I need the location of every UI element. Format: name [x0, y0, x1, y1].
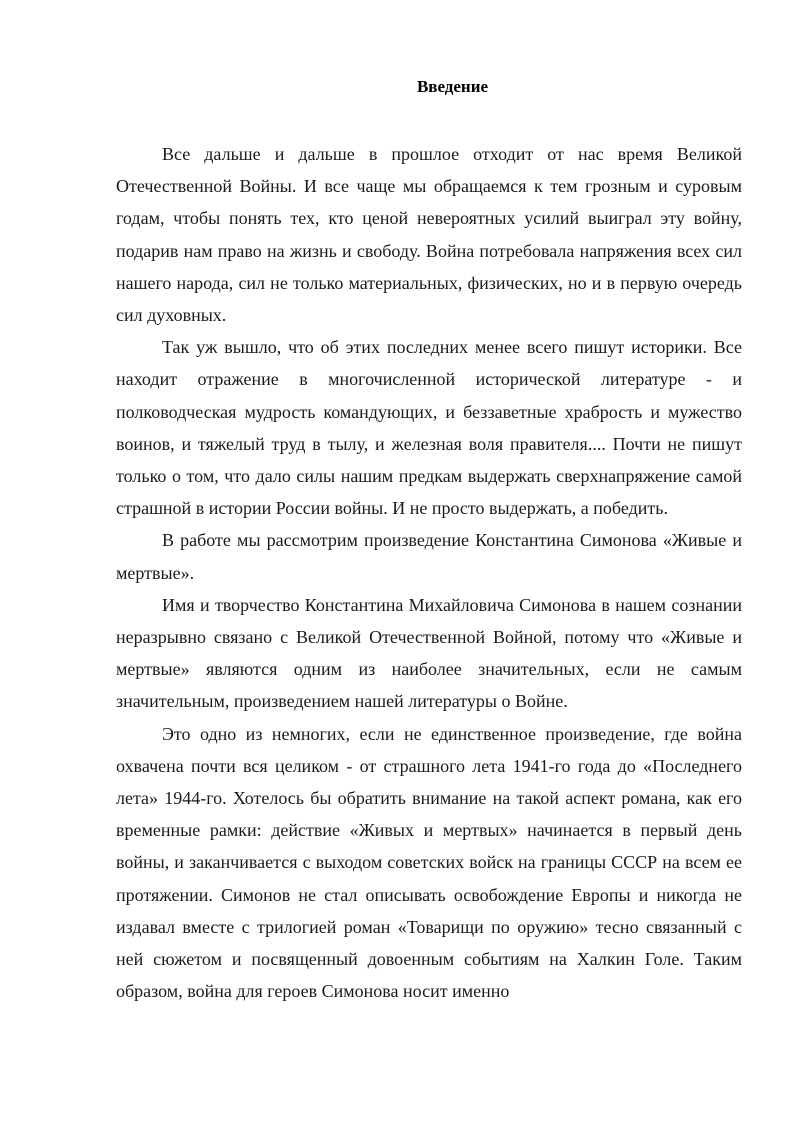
document-body [116, 138, 742, 1007]
paragraph: Это одно из немногих, если не единственное произведение, где война охвачена почти вся целиком - от страшного лета 1941-го года до «Последнего лета» 1944-го. Хотелось бы обратить внимание на такой аспект романа, как его временные рамки: действие «Живых и мертвых» начинается в первый день войны, и заканчивается с выходом советских войск на границы СССР на всем ее протяжении. Симонов не стал описывать освобождение Европы и никогда не издавал вместе с трилогией роман «Товарищи по оружию» тесно связанный с ней сюжетом и посвященный довоенным событиям на Халкин Голе. Таким образом, война для героев Симонова носит именно [116, 723, 742, 1002]
document-title: Введение [416, 77, 489, 96]
paragraph: Все дальше и дальше в прошлое отходит от нас время Великой Отечественной Войны. И все чаще мы обращаемся к тем грозным и суровым годам, чтобы понять тех, кто ценой невероятных усилий выиграл эту войну, подарив нам право на жизнь и свободу. Война потребовала напряжения всех сил нашего народа, сил не только материальных, физических, но и в первую очередь сил духовных. [116, 144, 742, 326]
paragraph: Имя и творчество Константина Михайловича Симонова в нашем сознании неразрывно связано с Великой Отечественной Войной, потому что «Живые и мертвые» являются одним из наиболее значительных, если не самым значительным, произведением нашей литературы о Войне. [116, 594, 742, 712]
paragraph: В работе мы рассмотрим произведение Константина Симонова «Живые и мертвые». [116, 530, 742, 583]
paragraph: Так уж вышло, что об этих последних менее всего пишут историки. Все находит отражение в многочисленной исторической литературе - и полководческая мудрость командующих, и беззаветные храбрость и мужество воинов, и тяжелый труд в тылу, и железная воля правителя.... Почти не пишут только о том, что дало силы нашим предкам выдержать сверхнапряжение самой страшной в истории России войны. И не просто выдержать, а победить. [116, 337, 742, 519]
